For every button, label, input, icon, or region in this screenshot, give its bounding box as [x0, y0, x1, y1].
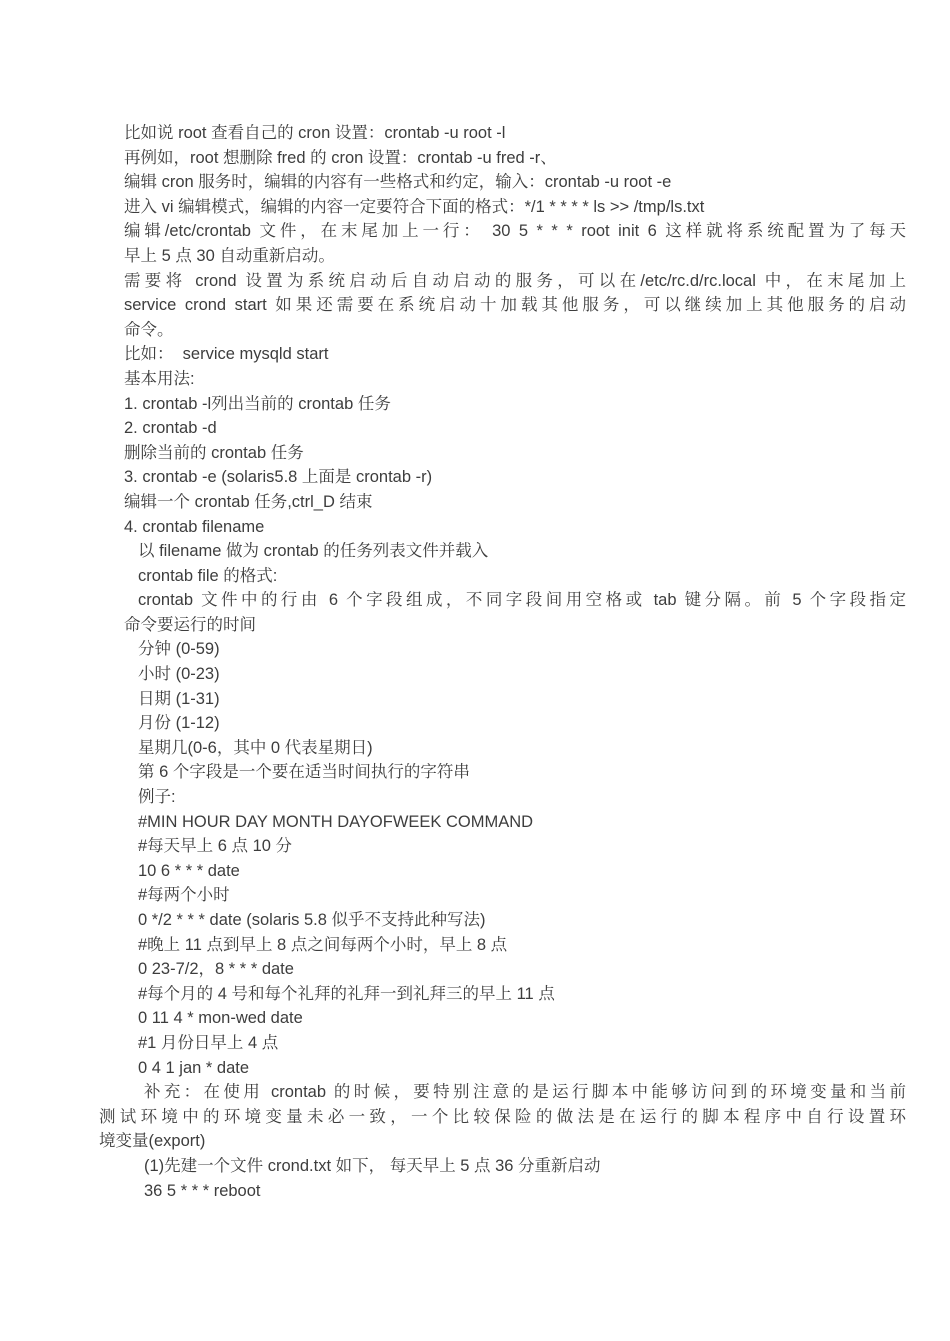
text-line: 编辑一个 crontab 任务,ctrl_D 结束	[124, 492, 373, 511]
text-line: 删除当前的 crontab 任务	[124, 443, 304, 462]
text-line: 再例如，root 想删除 fred 的 cron 设置：crontab -u fred -r、	[124, 148, 557, 167]
text-line: 需要将 crond 设置为系统启动后自动启动的服务，可以在/etc/rc.d/rc.local 中，在末尾加上	[124, 271, 906, 290]
text-line: 进入 vi 编辑模式，编辑的内容一定要符合下面的格式：*/1 * * * * ls >> /tmp/ls.txt	[124, 197, 705, 216]
text-line: #MIN HOUR DAY MONTH DAYOFWEEK COMMAND	[138, 812, 534, 831]
text-line: #每两个小时	[138, 886, 230, 905]
text-line: 小时 (0-23)	[138, 665, 220, 684]
text-line: 4. crontab filename	[124, 517, 265, 536]
text-line: 第 6 个字段是一个要在适当时间执行的字符串	[138, 763, 470, 782]
text-line: (1)先建一个文件 crond.txt 如下， 每天早上 5 点 36 分重新启动	[144, 1156, 601, 1175]
text-line: 基本用法:	[124, 369, 195, 388]
text-line: 星期几(0-6，其中 0 代表星期日)	[138, 738, 373, 757]
text-line: service crond start 如果还需要在系统启动十加载其他服务，可以继续加上其他服务的启动	[124, 296, 906, 315]
text-line: 分钟 (0-59)	[138, 640, 220, 659]
text-line: 1. crontab -l列出当前的 crontab 任务	[124, 394, 391, 413]
text-line: crontab file 的格式:	[138, 566, 278, 585]
text-line: 月份 (1-12)	[138, 714, 220, 733]
text-line: 例子:	[138, 788, 176, 807]
text-line: #每个月的 4 号和每个礼拜的礼拜一到礼拜三的早上 11 点	[138, 984, 555, 1003]
text-line: #晚上 11 点到早上 8 点之间每两个小时，早上 8 点	[138, 935, 508, 954]
text-line: 早上 5 点 30 自动重新启动。	[124, 246, 335, 265]
text-line: 境变量(export)	[99, 1132, 206, 1151]
document-body	[99, 121, 906, 1203]
text-line: 以 filename 做为 crontab 的任务列表文件并载入	[138, 542, 489, 561]
text-line: 比如： service mysqld start	[124, 345, 329, 364]
text-line: 编辑 cron 服务时，编辑的内容有一些格式和约定，输入：crontab -u root -e	[124, 173, 672, 192]
text-line: 10 6 * * * date	[138, 861, 240, 880]
text-line: 编辑/etc/crontab 文件，在末尾加上一行： 30 5 * * * root init 6 这样就将系统配置为了每天	[124, 222, 906, 241]
text-line: 0 23-7/2，8 * * * date	[138, 960, 294, 979]
text-line: 0 11 4 * mon-wed date	[138, 1009, 303, 1028]
text-line: 2. crontab -d	[124, 419, 217, 438]
text-line: 日期 (1-31)	[138, 689, 220, 708]
text-line: 补充：在使用 crontab 的时候，要特别注意的是运行脚本中能够访问到的环境变量和当前	[144, 1083, 906, 1102]
text-line: 命令。	[124, 320, 174, 339]
text-line: 命令要运行的时间	[124, 615, 256, 634]
text-line: 测试环境中的环境变量未必一致，一个比较保险的做法是在运行的脚本程序中自行设置环	[99, 1107, 906, 1126]
text-line: crontab 文件中的行由 6 个字段组成，不同字段间用空格或 tab 键分隔。前 5 个字段指定	[138, 591, 906, 610]
text-line: 0 */2 * * * date (solaris 5.8 似乎不支持此种写法)	[138, 911, 486, 929]
text-line: 36 5 * * * reboot	[144, 1181, 261, 1200]
text-line: 3. crontab -e (solaris5.8 上面是 crontab -r)	[124, 468, 433, 487]
text-line: #每天早上 6 点 10 分	[138, 837, 293, 856]
text-line: 比如说 root 查看自己的 cron 设置：crontab -u root -l	[124, 124, 506, 142]
text-line: 0 4 1 jan * date	[138, 1058, 250, 1077]
text-line: #1 月份日早上 4 点	[138, 1033, 279, 1052]
